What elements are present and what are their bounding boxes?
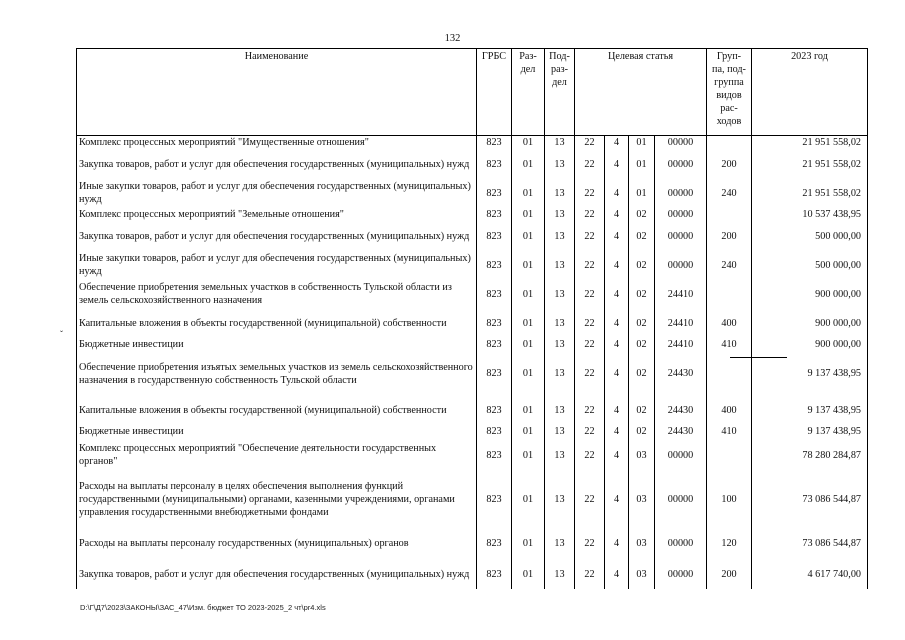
cell-c1: 22 [575,352,605,396]
cell-pr: 13 [545,560,575,589]
cell-amount: 900 000,00 [752,338,868,352]
table-row [77,352,868,396]
cell-c2: 4 [605,179,629,208]
cell-c3: 02 [629,309,655,338]
table-row [77,150,868,179]
cell-name: Комплекс процессных мероприятий "Земельные отношения" [77,208,477,222]
cell-c1: 22 [575,208,605,222]
cell-vr: 120 [707,528,752,560]
table-row [77,396,868,425]
header-group: Груп- па, под- группа видов рас- ходов [707,49,752,136]
cell-vr: 200 [707,560,752,589]
cell-rz: 01 [512,309,545,338]
cell-c4: 00000 [655,528,707,560]
cell-name: Обеспечение приобретения изъятых земельных участков из земель сельскохозяйственного назначения в государственную собственность Тульской области [77,352,477,396]
cell-pr: 13 [545,338,575,352]
table-row [77,136,868,150]
cell-rz: 01 [512,222,545,251]
cell-vr: 240 [707,179,752,208]
cell-grbs: 823 [477,425,512,439]
cell-c2: 4 [605,208,629,222]
table-row [77,439,868,472]
cell-vr [707,136,752,150]
cell-grbs: 823 [477,439,512,472]
cell-amount: 500 000,00 [752,222,868,251]
cell-pr: 13 [545,425,575,439]
cell-c3: 02 [629,251,655,280]
cell-name: Расходы на выплаты персоналу государственных (муниципальных) органов [77,528,477,560]
table-row [77,472,868,528]
cell-amount: 73 086 544,87 [752,528,868,560]
cell-c1: 22 [575,179,605,208]
cell-pr: 13 [545,309,575,338]
cell-name: Комплекс процессных мероприятий "Имущественные отношения" [77,136,477,150]
cell-c2: 4 [605,150,629,179]
cell-c3: 03 [629,439,655,472]
cell-name: Бюджетные инвестиции [77,338,477,352]
cell-c1: 22 [575,560,605,589]
cell-amount: 21 951 558,02 [752,150,868,179]
cell-c1: 22 [575,136,605,150]
cell-c2: 4 [605,338,629,352]
cell-c4: 00000 [655,251,707,280]
cell-grbs: 823 [477,352,512,396]
cell-c3: 03 [629,528,655,560]
cell-c2: 4 [605,352,629,396]
cell-rz: 01 [512,472,545,528]
cell-c3: 02 [629,338,655,352]
cell-grbs: 823 [477,208,512,222]
cell-grbs: 823 [477,528,512,560]
cell-c1: 22 [575,425,605,439]
cell-vr: 100 [707,472,752,528]
cell-name: Капитальные вложения в объекты государственной (муниципальной) собственности [77,309,477,338]
cell-amount: 9 137 438,95 [752,396,868,425]
cell-grbs: 823 [477,309,512,338]
table-row [77,222,868,251]
cell-c4: 00000 [655,222,707,251]
cell-pr: 13 [545,251,575,280]
cell-c4: 00000 [655,439,707,472]
cell-name: Комплекс процессных мероприятий "Обеспечение деятельности государственных органов" [77,439,477,472]
cell-c4: 24410 [655,338,707,352]
cell-rz: 01 [512,208,545,222]
cell-rz: 01 [512,280,545,309]
cell-grbs: 823 [477,150,512,179]
cell-c1: 22 [575,472,605,528]
cell-rz: 01 [512,150,545,179]
cell-grbs: 823 [477,179,512,208]
cell-rz: 01 [512,179,545,208]
cell-c3: 03 [629,472,655,528]
header-year: 2023 год [752,49,868,136]
table-row [77,208,868,222]
cell-c3: 02 [629,280,655,309]
cell-pr: 13 [545,150,575,179]
cell-c2: 4 [605,425,629,439]
cell-pr: 13 [545,396,575,425]
cell-amount: 9 137 438,95 [752,352,868,396]
cell-c3: 02 [629,208,655,222]
cell-rz: 01 [512,352,545,396]
cell-c2: 4 [605,560,629,589]
cell-c1: 22 [575,528,605,560]
cell-pr: 13 [545,528,575,560]
cell-vr [707,352,752,396]
cell-c2: 4 [605,439,629,472]
cell-c4: 00000 [655,560,707,589]
cell-amount: 21 951 558,02 [752,179,868,208]
cell-vr: 400 [707,396,752,425]
cell-amount: 900 000,00 [752,309,868,338]
table-row [77,309,868,338]
table-row [77,528,868,560]
table-body [77,136,868,589]
cell-vr: 410 [707,338,752,352]
cell-c4: 24430 [655,352,707,396]
table-row [77,179,868,208]
cell-c4: 24410 [655,280,707,309]
cell-rz: 01 [512,136,545,150]
cell-c1: 22 [575,309,605,338]
cell-name: Закупка товаров, работ и услуг для обеспечения государственных (муниципальных) нужд [77,150,477,179]
cell-rz: 01 [512,425,545,439]
cell-c4: 00000 [655,136,707,150]
cell-c1: 22 [575,439,605,472]
cell-c4: 00000 [655,179,707,208]
cell-name: Расходы на выплаты персоналу в целях обеспечения выполнения функций государственными (муниципальными) органами, казенными учреждениями, органами управления государственными внебюджетными фондами [77,472,477,528]
cell-amount: 4 617 740,00 [752,560,868,589]
cell-pr: 13 [545,352,575,396]
cell-grbs: 823 [477,136,512,150]
table-row [77,560,868,589]
cell-rz: 01 [512,560,545,589]
cell-rz: 01 [512,439,545,472]
header-grbs: ГРБС [477,49,512,136]
cell-name: Капитальные вложения в объекты государственной (муниципальной) собственности [77,396,477,425]
cell-c2: 4 [605,309,629,338]
table-row [77,338,868,352]
cell-c1: 22 [575,338,605,352]
cell-amount: 21 951 558,02 [752,136,868,150]
cell-c2: 4 [605,280,629,309]
table-row [77,425,868,439]
cell-c2: 4 [605,136,629,150]
cell-vr [707,280,752,309]
cell-c1: 22 [575,251,605,280]
cell-c2: 4 [605,396,629,425]
table-row [77,251,868,280]
cell-name: Иные закупки товаров, работ и услуг для обеспечения государственных (муниципальных) нужд [77,251,477,280]
cell-c3: 03 [629,560,655,589]
cell-vr [707,208,752,222]
cell-c1: 22 [575,280,605,309]
cell-vr: 240 [707,251,752,280]
underline-mark [730,357,787,358]
cell-c3: 02 [629,396,655,425]
cell-pr: 13 [545,439,575,472]
cell-c1: 22 [575,396,605,425]
cell-pr: 13 [545,222,575,251]
cell-c3: 02 [629,352,655,396]
cell-vr: 200 [707,222,752,251]
margin-mark: ˇ [60,329,63,339]
cell-rz: 01 [512,396,545,425]
cell-c4: 00000 [655,150,707,179]
cell-amount: 9 137 438,95 [752,425,868,439]
header-name: Наименование [77,49,477,136]
cell-vr: 410 [707,425,752,439]
cell-name: Закупка товаров, работ и услуг для обеспечения государственных (муниципальных) нужд [77,222,477,251]
footer-file-path: D:\Г\Д7\2023\ЗАКОНЫ\ЗАС_47\Изм. бюджет ТО 2023-2025_2 чт\pr4.xls [80,603,326,612]
cell-c2: 4 [605,222,629,251]
cell-c4: 24410 [655,309,707,338]
cell-pr: 13 [545,208,575,222]
cell-grbs: 823 [477,338,512,352]
cell-pr: 13 [545,179,575,208]
cell-c2: 4 [605,251,629,280]
cell-c2: 4 [605,472,629,528]
cell-c4: 00000 [655,208,707,222]
cell-amount: 500 000,00 [752,251,868,280]
cell-amount: 900 000,00 [752,280,868,309]
cell-grbs: 823 [477,472,512,528]
table-header [77,49,868,136]
cell-c3: 01 [629,150,655,179]
cell-c1: 22 [575,150,605,179]
cell-pr: 13 [545,280,575,309]
cell-name: Обеспечение приобретения земельных участков в собственность Тульской области из земель сельскохозяйственного назначения [77,280,477,309]
header-target: Целевая статья [575,49,707,136]
cell-amount: 73 086 544,87 [752,472,868,528]
cell-c4: 24430 [655,425,707,439]
cell-grbs: 823 [477,396,512,425]
cell-name: Закупка товаров, работ и услуг для обеспечения государственных (муниципальных) нужд [77,560,477,589]
cell-c3: 01 [629,179,655,208]
cell-c4: 24430 [655,396,707,425]
budget-table [76,48,868,589]
cell-pr: 13 [545,136,575,150]
cell-c2: 4 [605,528,629,560]
page-number: 132 [444,33,461,44]
cell-vr: 400 [707,309,752,338]
cell-c3: 02 [629,425,655,439]
cell-rz: 01 [512,251,545,280]
cell-rz: 01 [512,528,545,560]
table-row [77,280,868,309]
cell-c4: 00000 [655,472,707,528]
cell-c3: 02 [629,222,655,251]
cell-name: Иные закупки товаров, работ и услуг для обеспечения государственных (муниципальных) нужд [77,179,477,208]
cell-grbs: 823 [477,560,512,589]
header-razdel: Раз- дел [512,49,545,136]
header-podrazdel: Под- раз- дел [545,49,575,136]
cell-grbs: 823 [477,251,512,280]
cell-c1: 22 [575,222,605,251]
cell-amount: 10 537 438,95 [752,208,868,222]
cell-vr: 200 [707,150,752,179]
cell-name: Бюджетные инвестиции [77,425,477,439]
cell-grbs: 823 [477,222,512,251]
cell-grbs: 823 [477,280,512,309]
cell-pr: 13 [545,472,575,528]
cell-amount: 78 280 284,87 [752,439,868,472]
cell-rz: 01 [512,338,545,352]
cell-vr [707,439,752,472]
cell-c3: 01 [629,136,655,150]
